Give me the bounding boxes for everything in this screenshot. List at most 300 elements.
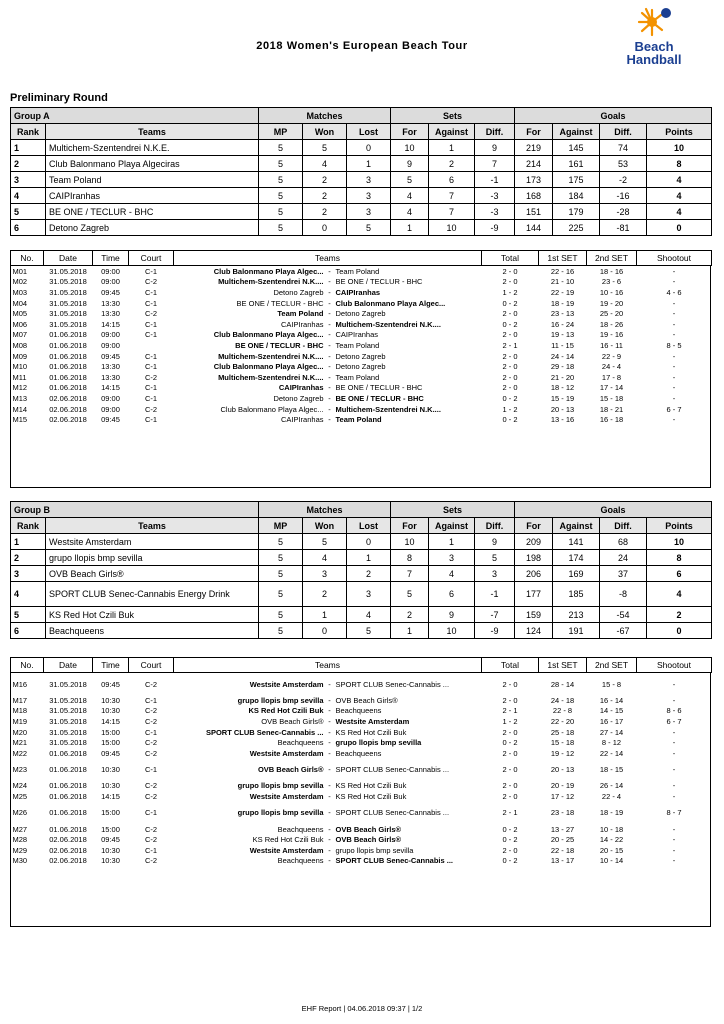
goals-against-cell: 174 (553, 550, 600, 566)
mp-cell: 5 (259, 534, 303, 550)
points-cell: 4 (647, 172, 712, 188)
rank-cell: 2 (11, 550, 46, 566)
set2-score: 20 - 15 (599, 845, 624, 855)
away-team: BE ONE / TECLUR - BHC (335, 383, 423, 393)
logo-handball-text: Handball (626, 52, 682, 67)
team-cell: Westsite Amsterdam (46, 534, 259, 550)
away-team: CAIPIranhas (335, 330, 379, 340)
won-cell: 2 (303, 188, 347, 204)
set2-score: 15 - 8 (601, 679, 622, 689)
match-time: 09:45 (101, 748, 120, 758)
set1-score: 19 - 12 (550, 748, 575, 758)
match-row (11, 308, 712, 319)
home-team: OVB Beach Girls® (257, 765, 324, 775)
match-total: 2 - 0 (502, 845, 518, 855)
match-date: 31.05.2018 (49, 298, 87, 308)
mp-cell: 5 (259, 582, 303, 607)
home-team: Westsite Amsterdam (249, 791, 324, 801)
match-time: 09:45 (101, 415, 120, 425)
team-separator: - (328, 835, 331, 845)
shootout-score: - (672, 748, 676, 758)
match-row (11, 404, 712, 415)
match-date: 02.06.2018 (49, 856, 87, 866)
standings-table-group-a (10, 107, 712, 236)
match-court: C-1 (144, 845, 158, 855)
away-team: SPORT CLUB Senec-Cannabis ... (335, 856, 454, 866)
team-cell: Detono Zagreb (46, 220, 259, 236)
match-date: 02.06.2018 (49, 393, 87, 403)
team-cell: OVB Beach Girls® (46, 566, 259, 582)
goals-for-cell: 124 (515, 623, 553, 639)
mp-cell: 5 (259, 550, 303, 566)
team-separator: - (328, 781, 331, 791)
match-total: 2 - 0 (502, 791, 518, 801)
col-set1: 1st SET (539, 658, 587, 673)
match-court: C-2 (144, 835, 158, 845)
team-separator: - (328, 266, 331, 276)
goals-diff-cell: 24 (600, 550, 647, 566)
col-won: Won (303, 518, 347, 534)
goals-against-cell: 141 (553, 534, 600, 550)
home-team: Westsite Amsterdam (249, 845, 324, 855)
sets-against-cell: 3 (429, 550, 475, 566)
goals-against-cell: 169 (553, 566, 600, 582)
shootout-score: - (672, 845, 676, 855)
away-team: grupo llopis bmp sevilla (335, 738, 422, 748)
team-separator: - (328, 340, 331, 350)
set2-score: 16 - 14 (599, 695, 624, 705)
home-team: grupo llopis bmp sevilla (237, 781, 324, 791)
goals-for-cell: 206 (515, 566, 553, 582)
match-number: M13 (12, 393, 28, 403)
col-sets-diff: Diff. (475, 518, 515, 534)
team-cell: KS Red Hot Czili Buk (46, 607, 259, 623)
rank-cell: 1 (11, 140, 46, 156)
logo-beach-text: Beach (634, 39, 674, 54)
set2-score: 10 - 16 (599, 287, 624, 297)
match-number: M10 (12, 362, 28, 372)
matches-header: Matches (259, 108, 391, 124)
away-team: Detono Zagreb (335, 309, 386, 319)
match-court: C-1 (144, 362, 158, 372)
match-number: M17 (12, 695, 28, 705)
goals-against-cell: 185 (553, 582, 600, 607)
away-team: KS Red Hot Czili Buk (335, 791, 407, 801)
mp-cell: 5 (259, 566, 303, 582)
match-row (11, 351, 712, 362)
match-time: 09:00 (101, 330, 120, 340)
set2-score: 16 - 17 (599, 716, 624, 726)
match-total: 2 - 0 (502, 781, 518, 791)
shootout-score: 6 - 7 (666, 404, 682, 414)
team-separator: - (328, 298, 331, 308)
set1-score: 13 - 16 (550, 415, 575, 425)
goals-against-cell: 161 (553, 156, 600, 172)
sets-against-cell: 7 (429, 188, 475, 204)
goals-for-cell: 214 (515, 156, 553, 172)
away-team: Beachqueens (335, 748, 382, 758)
set2-score: 18 - 26 (599, 319, 624, 329)
match-number: M25 (12, 791, 28, 801)
match-number: M30 (12, 856, 28, 866)
match-row (11, 716, 712, 727)
away-team: BE ONE / TECLUR - BHC (335, 277, 423, 287)
team-separator: - (328, 738, 331, 748)
match-court: C-2 (144, 404, 158, 414)
match-court: C-1 (144, 393, 158, 403)
goals-against-cell: 225 (553, 220, 600, 236)
match-row (11, 340, 712, 351)
set2-score: 16 - 11 (600, 340, 623, 350)
team-cell: BE ONE / TECLUR - BHC (46, 204, 259, 220)
col-court: Court (129, 658, 174, 673)
match-court (129, 340, 174, 351)
shootout-score: - (672, 415, 676, 425)
home-team: OVB Beach Girls® (261, 716, 324, 726)
match-time: 14:15 (101, 383, 120, 393)
match-date: 01.06.2018 (49, 748, 87, 758)
match-total: 2 - 0 (502, 266, 518, 276)
match-date: 31.05.2018 (49, 695, 87, 705)
shootout-score: - (672, 738, 676, 748)
match-total: 0 - 2 (502, 856, 518, 866)
set2-score: 17 - 8 (601, 372, 622, 382)
match-total: 2 - 0 (502, 727, 518, 737)
col-date: Date (44, 251, 93, 266)
mp-cell: 5 (259, 607, 303, 623)
goals-diff-cell: 68 (600, 534, 647, 550)
mp-cell: 5 (259, 204, 303, 220)
match-number: M03 (12, 287, 28, 297)
match-total: 2 - 0 (502, 372, 518, 382)
standings-row (11, 550, 712, 566)
goals-for-cell: 173 (515, 172, 553, 188)
set1-score: 22 - 16 (550, 266, 575, 276)
match-court: C-2 (144, 738, 158, 748)
away-team: SPORT CLUB Senec-Cannabis ... (335, 808, 450, 818)
points-cell: 6 (647, 566, 712, 582)
points-cell: 10 (647, 534, 712, 550)
col-goals-against: Against (553, 124, 600, 140)
won-cell: 4 (303, 156, 347, 172)
match-number: M27 (12, 824, 28, 834)
team-separator: - (328, 765, 331, 775)
match-number: M04 (12, 298, 28, 308)
match-date: 31.05.2018 (49, 706, 87, 716)
match-court: C-1 (144, 765, 158, 775)
home-team: KS Red Hot Czili Buk (252, 835, 324, 845)
col-total: Total (482, 658, 539, 673)
match-date: 01.06.2018 (49, 824, 87, 834)
home-team: Multichem-Szentendrei N.K.... (218, 351, 324, 361)
match-row (11, 824, 712, 835)
match-time: 09:00 (101, 266, 120, 276)
sets-diff-cell: -9 (475, 623, 515, 639)
shootout-score: - (672, 362, 676, 372)
home-team: Club Balonmano Playa Algec... (220, 404, 324, 414)
match-total: 2 - 0 (502, 679, 518, 689)
sets-header: Sets (391, 108, 515, 124)
match-number: M18 (12, 706, 28, 716)
home-team: Team Poland (277, 309, 324, 319)
home-team: grupo llopis bmp sevilla (237, 695, 324, 705)
sets-for-cell: 1 (391, 220, 429, 236)
goals-for-cell: 168 (515, 188, 553, 204)
match-date: 31.05.2018 (49, 266, 87, 276)
match-court: C-2 (144, 309, 158, 319)
won-cell: 3 (303, 566, 347, 582)
match-total: 1 - 2 (502, 716, 518, 726)
col-shootout: Shootout (637, 251, 712, 266)
goals-for-cell: 177 (515, 582, 553, 607)
sets-for-cell: 5 (391, 582, 429, 607)
team-separator: - (328, 404, 331, 414)
match-court: C-2 (144, 781, 158, 791)
set1-score: 21 - 20 (550, 372, 575, 382)
mp-cell: 5 (259, 188, 303, 204)
points-cell: 4 (647, 582, 712, 607)
match-row (11, 383, 712, 394)
goals-diff-cell: -67 (600, 623, 647, 639)
shootout-score: - (672, 393, 676, 403)
team-separator: - (328, 287, 331, 297)
match-time: 13:30 (101, 309, 120, 319)
match-row (11, 361, 712, 372)
col-teams: Teams (46, 124, 259, 140)
match-row (11, 706, 712, 717)
match-time: 09:00 (101, 393, 120, 403)
match-court: C-2 (144, 748, 158, 758)
match-total: 2 - 0 (502, 695, 518, 705)
matches-table-group-b (10, 657, 712, 866)
match-row (11, 856, 712, 867)
home-team: Beachqueens (277, 824, 324, 834)
goals-against-cell: 179 (553, 204, 600, 220)
sets-diff-cell: 9 (475, 140, 515, 156)
match-total: 2 - 1 (502, 340, 518, 350)
match-date: 01.06.2018 (49, 351, 87, 361)
away-team: SPORT CLUB Senec-Cannabis ... (335, 679, 450, 689)
lost-cell: 3 (347, 582, 391, 607)
match-time: 10:30 (101, 845, 120, 855)
home-team: grupo llopis bmp sevilla (237, 808, 324, 818)
goals-diff-cell: -2 (600, 172, 647, 188)
match-court: C-2 (144, 856, 158, 866)
match-time: 15:00 (101, 727, 120, 737)
sets-against-cell: 6 (429, 172, 475, 188)
set2-score: 22 - 14 (599, 748, 624, 758)
match-total: 0 - 2 (502, 298, 518, 308)
sun-icon (634, 6, 674, 38)
lost-cell: 3 (347, 188, 391, 204)
shootout-score: - (672, 309, 676, 319)
match-time: 10:30 (101, 856, 120, 866)
sets-against-cell: 10 (429, 220, 475, 236)
shootout-score: 8 - 5 (666, 340, 682, 350)
sets-diff-cell: -9 (475, 220, 515, 236)
match-number: M24 (12, 781, 28, 791)
goals-diff-cell: -8 (600, 582, 647, 607)
match-court: C-1 (144, 319, 158, 329)
home-team: Club Balonmano Playa Algec... (213, 330, 324, 340)
match-time: 13:30 (101, 362, 120, 372)
goals-diff-cell: -28 (600, 204, 647, 220)
goals-against-cell: 213 (553, 607, 600, 623)
match-total: 2 - 0 (502, 748, 518, 758)
sets-for-cell: 5 (391, 172, 429, 188)
standings-row (11, 566, 712, 582)
match-total: 0 - 2 (502, 415, 518, 425)
col-sets-for: For (391, 124, 429, 140)
team-cell: CAIPIranhas (46, 188, 259, 204)
goals-for-cell: 219 (515, 140, 553, 156)
match-court: C-1 (144, 351, 158, 361)
set1-score: 24 - 14 (550, 351, 575, 361)
match-court: C-2 (144, 277, 158, 287)
match-date: 31.05.2018 (49, 319, 87, 329)
away-team: Multichem-Szentendrei N.K.... (335, 404, 441, 414)
set2-score: 23 - 6 (601, 277, 622, 287)
match-court: C-2 (144, 706, 158, 716)
goals-header: Goals (515, 108, 712, 124)
standings-row (11, 172, 712, 188)
standings-table-group-b (10, 501, 712, 639)
away-team: Team Poland (335, 266, 380, 276)
match-row (11, 737, 712, 748)
match-number: M21 (12, 738, 28, 748)
col-set2: 2nd SET (587, 658, 637, 673)
set2-score: 22 - 9 (601, 351, 622, 361)
sets-for-cell: 10 (391, 140, 429, 156)
points-cell: 0 (647, 623, 712, 639)
set1-score: 25 - 18 (550, 727, 575, 737)
col-rank: Rank (11, 518, 46, 534)
match-total: 2 - 1 (502, 808, 518, 818)
group-name: Group B (11, 502, 259, 518)
rank-cell: 1 (11, 534, 46, 550)
away-team: OVB Beach Girls® (335, 835, 402, 845)
sets-header: Sets (391, 502, 515, 518)
match-date: 01.06.2018 (49, 765, 87, 775)
away-team: OVB Beach Girls® (335, 824, 402, 834)
standings-row (11, 607, 712, 623)
sets-against-cell: 6 (429, 582, 475, 607)
mp-cell: 5 (259, 140, 303, 156)
team-separator: - (328, 856, 331, 866)
match-row (11, 414, 712, 425)
match-time: 10:30 (101, 706, 120, 716)
won-cell: 0 (303, 220, 347, 236)
match-number: M11 (12, 372, 27, 382)
lost-cell: 0 (347, 534, 391, 550)
goals-against-cell: 184 (553, 188, 600, 204)
points-cell: 10 (647, 140, 712, 156)
match-court: C-1 (144, 383, 158, 393)
match-total: 1 - 2 (502, 287, 518, 297)
col-teams: Teams (174, 658, 482, 673)
away-team: KS Red Hot Czili Buk (335, 781, 407, 791)
col-set2: 2nd SET (587, 251, 637, 266)
match-total: 2 - 0 (502, 309, 518, 319)
goals-for-cell: 151 (515, 204, 553, 220)
set2-score: 24 - 4 (601, 362, 622, 372)
shootout-score: - (672, 727, 676, 737)
set2-score: 19 - 16 (599, 330, 624, 340)
col-total: Total (482, 251, 539, 266)
col-lost: Lost (347, 518, 391, 534)
goals-diff-cell: -81 (600, 220, 647, 236)
sets-diff-cell: -1 (475, 172, 515, 188)
sets-for-cell: 4 (391, 204, 429, 220)
match-court: C-1 (144, 330, 158, 340)
match-time: 09:00 (101, 277, 120, 287)
match-number: M07 (12, 330, 28, 340)
lost-cell: 0 (347, 140, 391, 156)
match-court: C-1 (144, 695, 158, 705)
match-row (11, 673, 712, 696)
goals-for-cell: 144 (515, 220, 553, 236)
mp-cell: 5 (259, 623, 303, 639)
mp-cell: 5 (259, 220, 303, 236)
match-number: M19 (12, 716, 28, 726)
team-separator: - (328, 824, 331, 834)
col-goals-for: For (515, 124, 553, 140)
away-team: Detono Zagreb (335, 351, 386, 361)
set2-score: 14 - 15 (599, 706, 624, 716)
away-team: CAIPIranhas (335, 287, 381, 297)
lost-cell: 5 (347, 623, 391, 639)
set2-score: 10 - 18 (599, 824, 624, 834)
match-date: 31.05.2018 (49, 727, 87, 737)
home-team: Multichem-Szentendrei N.K.... (218, 372, 324, 382)
set1-score: 22 - 18 (550, 845, 575, 855)
col-points: Points (647, 518, 712, 534)
standings-row (11, 188, 712, 204)
rank-cell: 4 (11, 188, 46, 204)
set2-score: 26 - 14 (599, 781, 624, 791)
set2-score: 18 - 15 (599, 765, 624, 775)
set2-score: 14 - 22 (599, 835, 624, 845)
sets-against-cell: 10 (429, 623, 475, 639)
set1-score: 19 - 13 (550, 330, 575, 340)
set1-score: 22 - 20 (550, 716, 575, 726)
set1-score: 17 - 12 (550, 791, 575, 801)
match-time: 09:00 (101, 340, 120, 350)
home-team: Beachqueens (277, 738, 324, 748)
set1-score: 20 - 19 (550, 781, 575, 791)
team-separator: - (328, 351, 331, 361)
mp-cell: 5 (259, 156, 303, 172)
shootout-score: 8 - 6 (666, 706, 682, 716)
col-won: Won (303, 124, 347, 140)
home-team: Detono Zagreb (273, 393, 324, 403)
col-teams: Teams (174, 251, 482, 266)
sets-against-cell: 2 (429, 156, 475, 172)
standings-row (11, 582, 712, 607)
won-cell: 2 (303, 204, 347, 220)
match-date: 31.05.2018 (49, 287, 87, 297)
match-court: C-1 (144, 808, 158, 818)
goals-diff-cell: 74 (600, 140, 647, 156)
team-separator: - (328, 309, 331, 319)
shootout-score: - (672, 765, 676, 775)
won-cell: 4 (303, 550, 347, 566)
section-title: Preliminary Round (10, 92, 108, 104)
match-date: 01.06.2018 (49, 791, 87, 801)
match-date: 02.06.2018 (49, 835, 87, 845)
match-time: 09:45 (101, 835, 120, 845)
away-team: Team Poland (335, 340, 380, 350)
